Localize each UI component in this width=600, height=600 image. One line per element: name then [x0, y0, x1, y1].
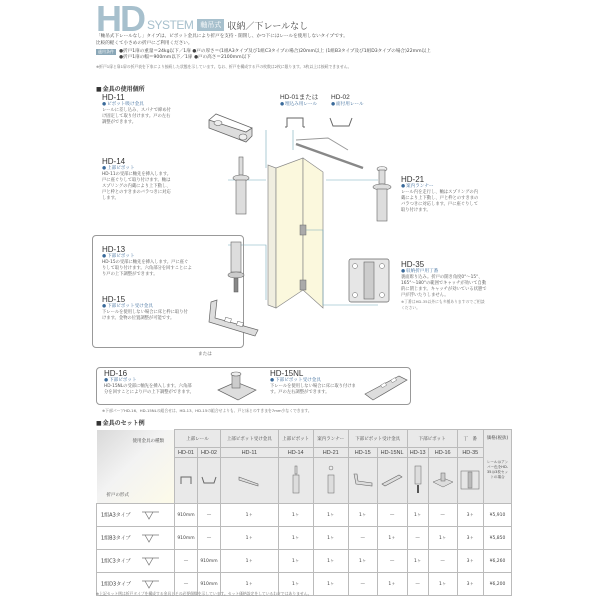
part-desc: レール内を走行し、軸はスプリングの内蔵により上下動し、戸と枠とのすきまのバラつきに対応します。戸に座ぐりして取り付けます。 — [401, 190, 479, 213]
type-badge: 軸吊式 — [197, 19, 224, 31]
part-code: HD-35 — [401, 260, 425, 269]
part-note: ※丁番はHD-35以外にも多種ありますのでご相談ください。 — [401, 299, 485, 310]
table-cell: 1ヶ — [313, 527, 348, 550]
door-type-cell — [97, 527, 175, 550]
price-cell: ¥6,260 — [484, 550, 512, 573]
lower-pivot-plate-icon — [216, 370, 258, 402]
group-header: 下部ピボット受け金具 — [348, 430, 407, 448]
lower-pivot-icon — [407, 458, 428, 504]
door-type-diagram-icon — [141, 533, 161, 543]
guide-runner-icon — [313, 458, 348, 504]
table-row — [97, 550, 512, 573]
table-cell: 1ヶ — [278, 550, 313, 573]
table-cell: — — [175, 573, 198, 596]
hinge-icon — [348, 258, 390, 303]
part-desc: HD-15NLの受部に軸先を挿入します。六角部分を回すことにより戸の上下調整ができます。 — [104, 384, 194, 395]
set-table — [96, 429, 512, 596]
floor-bracket-icon — [377, 458, 407, 504]
surface-rail-icon — [329, 115, 353, 129]
part-hd16 — [104, 369, 194, 396]
table-cell: — — [198, 527, 221, 550]
table-cell: — — [348, 527, 377, 550]
table-cell: — — [377, 550, 407, 573]
table-cell: — — [377, 504, 407, 527]
table-cell: 1ヶ — [348, 504, 377, 527]
part-name: ● 埋込み用レール — [280, 102, 335, 108]
price-header — [484, 430, 512, 504]
intro-line-1: 「軸吊式下レールなし」タイプは、ピボット金具により折戸を支持・開閉し、かつ下にはレールを使用しないタイプです。 — [96, 34, 348, 39]
part-code-cell: HD-02 — [198, 448, 221, 458]
table-footnote: ※上記セット例は折戸タイプを構成する金具とその必要個数を示しています。セット価格設定をしているわけではありません。 — [96, 591, 312, 596]
door-type-cell — [97, 550, 175, 573]
table-cell: — — [428, 504, 457, 527]
door-type-label: 1組D3タイプ — [101, 581, 131, 588]
table-cell: 1ヶ — [221, 573, 279, 596]
group-header: 下部ピボット — [407, 430, 457, 448]
table-cell: 1ヶ — [278, 527, 313, 550]
table-cell: 1ヶ — [348, 550, 377, 573]
corner-top-label: 使用金具の種類 — [132, 438, 164, 444]
table-cell: — — [407, 573, 428, 596]
part-code-cell: HD-14 — [278, 448, 313, 458]
table-cell: 1ヶ — [221, 550, 279, 573]
lower-pivot-icon — [226, 240, 246, 295]
part-code-cell: HD-21 — [313, 448, 348, 458]
part-code-cell: HD-16 — [428, 448, 457, 458]
table-cell: 1ヶ — [278, 573, 313, 596]
table-cell: — — [348, 573, 377, 596]
part-name: ● 案内ランナー — [401, 184, 481, 190]
floor-bracket-icon — [363, 372, 408, 402]
part-desc: 下レールを使用しない場合に床と枠に取り付けます。金物の位置調整が可能です。 — [102, 310, 188, 321]
table-cell: 1ヶ — [428, 527, 457, 550]
part-code-cell: HD-15 — [348, 448, 377, 458]
part-code: HD-14 — [102, 157, 126, 166]
table-cell: 1ヶ — [377, 573, 407, 596]
door-type-diagram-icon — [141, 556, 161, 566]
part-code: HD-15NL — [270, 369, 304, 378]
group-header: 上部ピボット — [278, 430, 313, 448]
table-cell: 910mm — [198, 573, 221, 596]
part-hd11 — [102, 93, 172, 126]
table-row — [97, 527, 512, 550]
spec-block — [96, 49, 516, 63]
brand-logo: HD — [96, 0, 144, 39]
part-name: ● 下部ピボット受け金具 — [102, 304, 192, 310]
table-cell: 1ヶ — [313, 504, 348, 527]
lower-pivot-bracket-icon — [348, 458, 377, 504]
part-code: HD-15 — [102, 295, 126, 304]
part-code-cell: HD-13 — [407, 448, 428, 458]
part-code: HD-02 — [331, 94, 350, 101]
table-cell: 910mm — [175, 504, 198, 527]
spec-line-2: ●折戸1扉の幅＝900mm以下／1扉 ●戸の高さ＝2100mm以下 — [119, 55, 251, 61]
table-cell: 1ヶ — [278, 504, 313, 527]
set-section-title: ■ 金具のセット例 — [96, 418, 145, 427]
table-cell: — — [428, 550, 457, 573]
part-code: HD-16 — [104, 369, 128, 378]
part-name: ● 収納折戸用丁番 — [401, 269, 487, 275]
hinge-icon — [457, 458, 483, 504]
guide-runner-icon — [371, 165, 393, 225]
table-cell: 1ヶ — [221, 527, 279, 550]
lower-pivot-plate-icon — [428, 458, 457, 504]
part-code: HD-21 — [401, 175, 425, 184]
part-name: ● 下部ピボット — [102, 254, 192, 260]
lower-pivot-bracket-icon — [203, 298, 263, 338]
price-cell: ¥6,200 — [484, 573, 512, 596]
intro-note: ※折戸1扉と扉1扉の折戸表を下家により接続した状態を示しています。なお、折戸を構成する戸の枚数は2枚に限ります。3枚以上は接続できません。 — [96, 64, 352, 70]
or-label: または — [198, 352, 212, 357]
table-cell: — — [198, 504, 221, 527]
spec-line-1: ●折戸1扉の重量＝24kg以下／1扉 ●戸の厚さ＝(1組A3タイプ及び1組C3タイプの場合)20mm以上 (1組B3タイプ及び1組D3タイプの場合)22mm以上 — [119, 48, 431, 54]
corner-bottom-label: 折戸の形式 — [106, 492, 129, 498]
part-code: HD-01または — [280, 94, 319, 101]
table-cell: 1ヶ — [221, 504, 279, 527]
pivot-bracket-icon — [221, 458, 279, 504]
part-hd02 — [331, 93, 371, 108]
part-hd15nl — [270, 369, 360, 396]
part-code: HD-13 — [102, 245, 126, 254]
part-name: ● 下部ピボット — [104, 378, 194, 384]
table-cell: 1ヶ — [313, 550, 348, 573]
table-cell: 1ヶ — [377, 527, 407, 550]
door-type-label: 1組B3タイプ — [101, 535, 131, 542]
table-cell: 1ヶ — [407, 504, 428, 527]
door-type-diagram-icon — [141, 579, 161, 589]
part-hd15 — [102, 295, 192, 322]
table-cell: — — [175, 550, 198, 573]
door-type-label: 1組A3タイプ — [101, 512, 131, 519]
recessed-rail-icon — [285, 115, 305, 129]
catalog-page — [88, 0, 518, 600]
group-header-row — [97, 430, 512, 448]
door-type-diagram-icon — [141, 510, 161, 520]
table-cell: 910mm — [175, 527, 198, 550]
usage-section-title: ■ 金具の使用個所 — [96, 84, 145, 93]
group-header: 上部レール — [175, 430, 221, 448]
part-code-cell: HD-01 — [175, 448, 198, 458]
table-corner — [97, 430, 175, 504]
table-cell: 3ヶ — [457, 573, 483, 596]
part-desc: HD-15の受部に軸先を挿入します。戸に座ぐりして取り付けます。六角部分を回すことにより戸の上下調整ができます。 — [102, 260, 192, 277]
price-cell: ¥5,850 — [484, 527, 512, 550]
part-hd13 — [102, 245, 192, 278]
part-code-cell: HD-35 — [457, 448, 483, 458]
upper-pivot-icon — [278, 458, 313, 504]
part-desc: 下レールを使用しない場合に床に取り付けます。戸の左右調整ができます。 — [270, 384, 356, 395]
part-desc: HD-11の受部に軸先を挿入します。戸に座ぐりして取り付けます。軸はスプリングの内蔵により上下動し、戸と枠とのすきまのバラつきに対応します。 — [102, 172, 172, 201]
price-note: レールはアンバー色をHD-35は3枚セットの場合 — [486, 460, 509, 479]
part-name: ● ピボット吸け金具 — [102, 102, 172, 108]
table-cell: 3ヶ — [457, 550, 483, 573]
part-hd35 — [401, 260, 487, 311]
table-cell: 1ヶ — [428, 573, 457, 596]
subtitle: 収納／下レールなし — [227, 22, 309, 32]
part-name: ● 下部ピボット受け金具 — [270, 378, 360, 384]
part-hd14 — [102, 157, 172, 202]
parts-footnote: ※下部パーツHD-16、HD-15NLの組合せは、HD-13、HD-15の組合せよりも、戸と床とのすきまを7mm少なくできます。 — [102, 408, 312, 413]
part-name: ● 面付用レール — [331, 102, 371, 108]
part-desc: レールに差し込み、スパナで締め付け固定して取り付けます。戸の左右調整ができます。 — [102, 108, 171, 125]
price-header-label: 価格(税抜) — [486, 436, 509, 441]
table-cell: 1ヶ — [407, 550, 428, 573]
table-cell: 910mm — [198, 550, 221, 573]
door-type-cell — [97, 504, 175, 527]
table-cell: — — [407, 527, 428, 550]
upper-pivot-icon — [231, 155, 251, 217]
group-header: 案内ランナー — [313, 430, 348, 448]
system-label: SYSTEM — [147, 18, 194, 32]
table-cell: 1ヶ — [313, 573, 348, 596]
intro-line-2: 比較的軽くて小さめの折戸にご利用ください。 — [96, 40, 193, 46]
part-hd01 — [280, 93, 335, 108]
recessed-rail-icon — [175, 458, 198, 504]
group-header: 丁 番 — [457, 430, 483, 448]
part-desc: 裏面彫り込み。折戸の開き角度0°〜15°、165°〜180°の範囲でキャッチが効いて自動的に閉じます。キャッチが効いている状態で戸が浮いたりしません。 — [401, 275, 487, 298]
table-cell: 3ヶ — [457, 527, 483, 550]
price-cell: ¥5,910 — [484, 504, 512, 527]
door-type-label: 1組C3タイプ — [101, 558, 131, 565]
part-code: HD-11 — [102, 93, 125, 102]
spec-label: 適用条件 — [98, 48, 114, 54]
part-code-cell: HD-11 — [221, 448, 279, 458]
group-header: 上部ピボット受け金具 — [221, 430, 279, 448]
table-row — [97, 504, 512, 527]
part-code-cell: HD-15NL — [377, 448, 407, 458]
part-hd21 — [401, 175, 481, 214]
part-name: ● 上部ピボット — [102, 166, 172, 172]
intro-text — [96, 34, 516, 71]
table-cell: 3ヶ — [457, 504, 483, 527]
surface-rail-icon — [198, 458, 221, 504]
